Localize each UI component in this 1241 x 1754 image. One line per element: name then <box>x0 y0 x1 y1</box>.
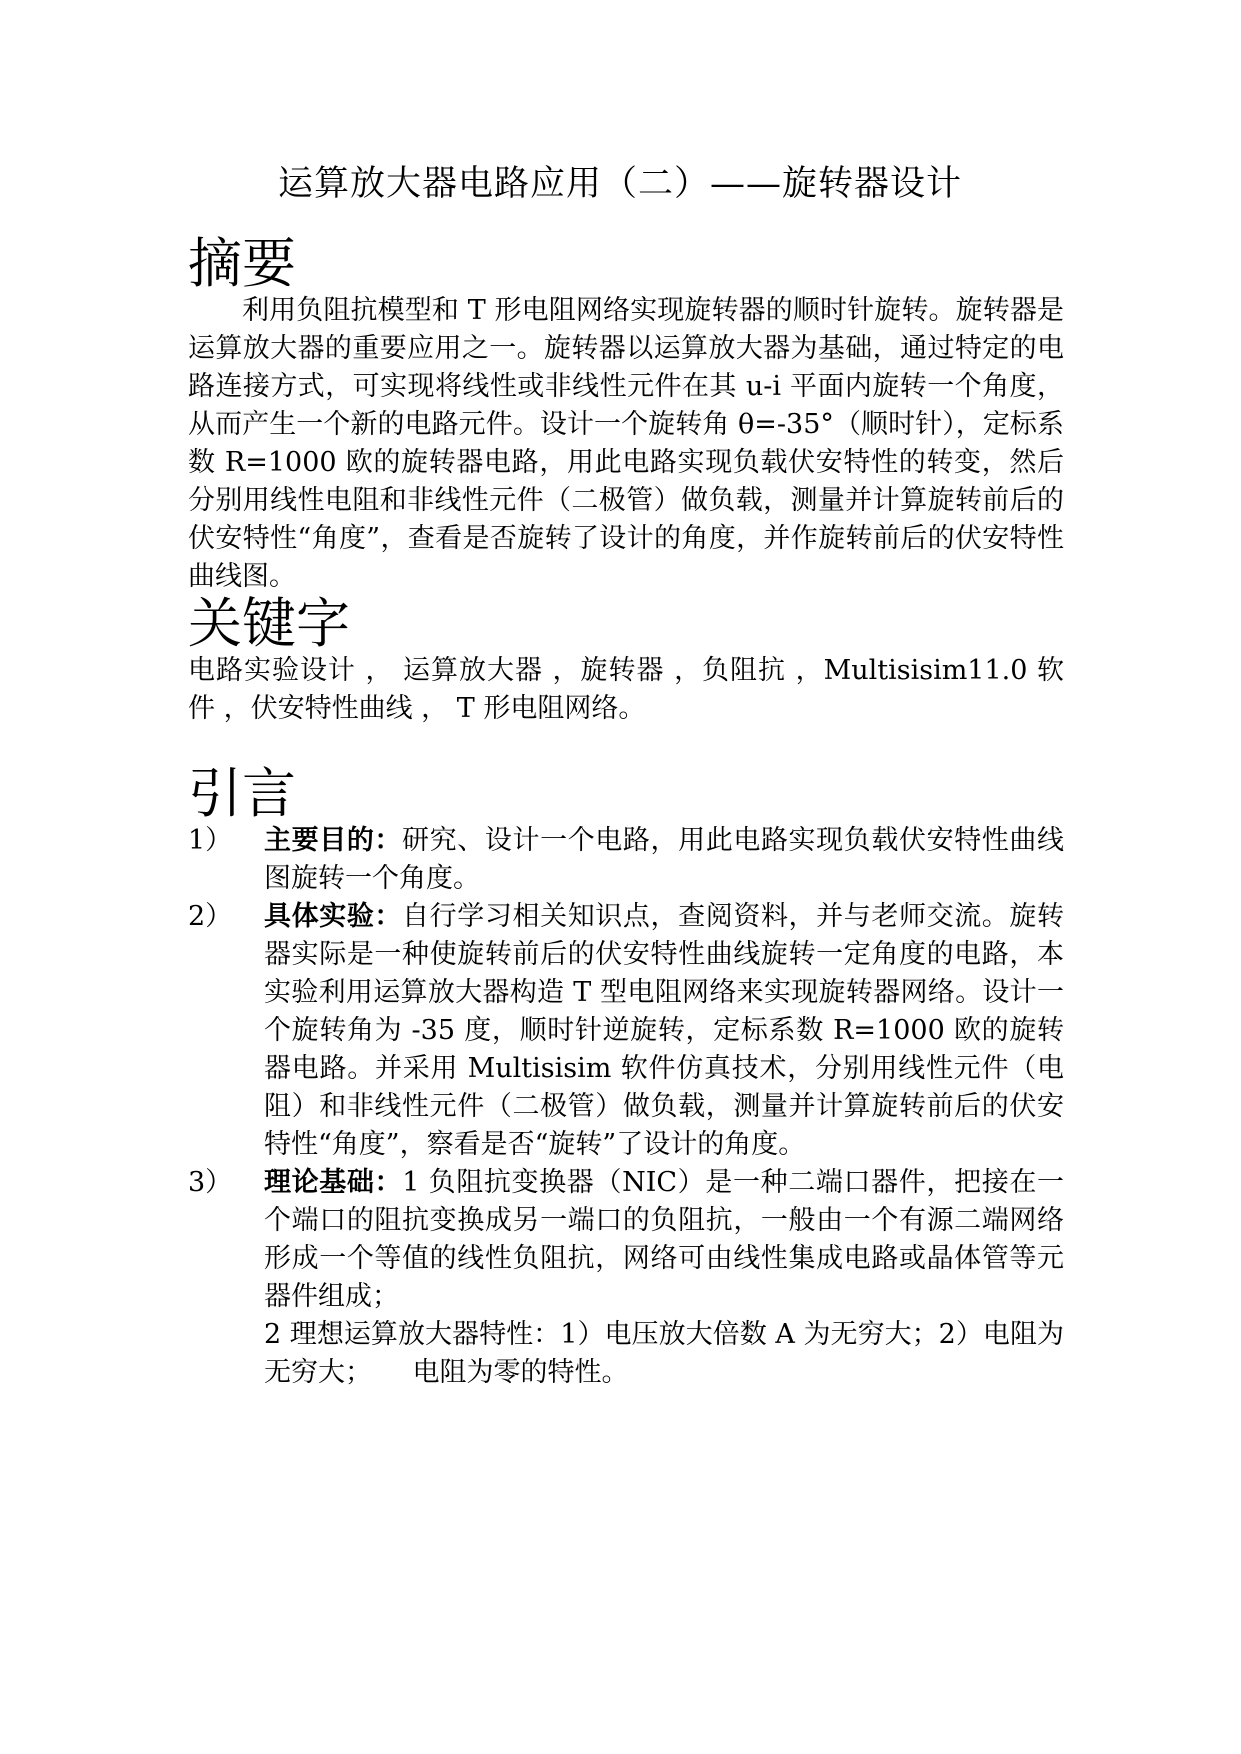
list-item-lead: 主要目的： <box>264 825 403 856</box>
list-item <box>188 898 1064 1164</box>
abstract-heading: 摘要 <box>188 232 296 295</box>
keywords-heading: 关键字 <box>188 592 350 655</box>
list-item <box>188 1164 1064 1392</box>
list-item-text: 研究、设计一个电路，用此电路实现负载伏安特性曲线图旋转一个角度。 <box>264 825 1065 894</box>
abstract-text: 利用负阻抗模型和 T 形电阻网络实现旋转器的顺时针旋转。旋转器是运算放大器的重要应用之一。旋转器以运算放大器为基础，通过特定的电路连接方式，可实现将线性或非线性元件在其 u-i 平面内旋转一个角度，从而产生一个新的电路元件。设计一个旋转角 θ=-35°（顺时针），定标系数 R=1000 欧的旋转器电路，用此电路实现负载伏安特性的转变，然后分别用线性电阻和非线性元件（二极管）做负载，测量并计算旋转前后的伏安特性“角度”，查看是否旋转了设计的角度，并作旋转前后的伏安特性曲线图。 <box>188 295 1064 592</box>
list-item-lead: 理论基础： <box>264 1167 403 1198</box>
list-item-number: 1） <box>188 825 233 856</box>
list-item-number: 2） <box>188 901 233 932</box>
keywords-text: 电路实验设计 ， 运算放大器 ，旋转器 ，负阻抗 ，Multisisim11.0 软件 ，伏安特性曲线 ， T 形电阻网络。 <box>188 655 1064 724</box>
introduction-list <box>188 822 1064 1392</box>
introduction-heading: 引言 <box>188 762 296 825</box>
list-item-number: 3） <box>188 1167 233 1198</box>
list-item-text: 1 负阻抗变换器（NIC）是一种二端口器件，把接在一个端口的阻抗变换成另一端口的负阻抗，一般由一个有源二端网络形成一个等值的线性负阻抗，网络可由线性集成电路或晶体管等元器件组成； <box>264 1167 1064 1312</box>
list-item-lead: 具体实验： <box>264 901 403 932</box>
document-title: 运算放大器电路应用（二）——旋转器设计 <box>277 164 962 204</box>
list-item <box>188 822 1064 898</box>
list-item-text: 自行学习相关知识点，查阅资料，并与老师交流。旋转器实际是一种使旋转前后的伏安特性曲线旋转一定角度的电路，本实验利用运算放大器构造 T 型电阻网络来实现旋转器网络。设计一个旋转角为 -35 度，顺时针逆旋转，定标系数 R=1000 欧的旋转器电路。并采用 Multisisim 软件仿真技术，分别用线性元件（电阻）和非线性元件（二极管）做负载，测量并计算旋转前后的伏安特性“角度”，察看是否“旋转”了设计的角度。 <box>264 901 1065 1160</box>
list-item-text-continued: 2 理想运算放大器特性：1）电压放大倍数 A 为无穷大；2）电阻为无穷大； 电阻为零的特性。 <box>264 1319 1064 1388</box>
